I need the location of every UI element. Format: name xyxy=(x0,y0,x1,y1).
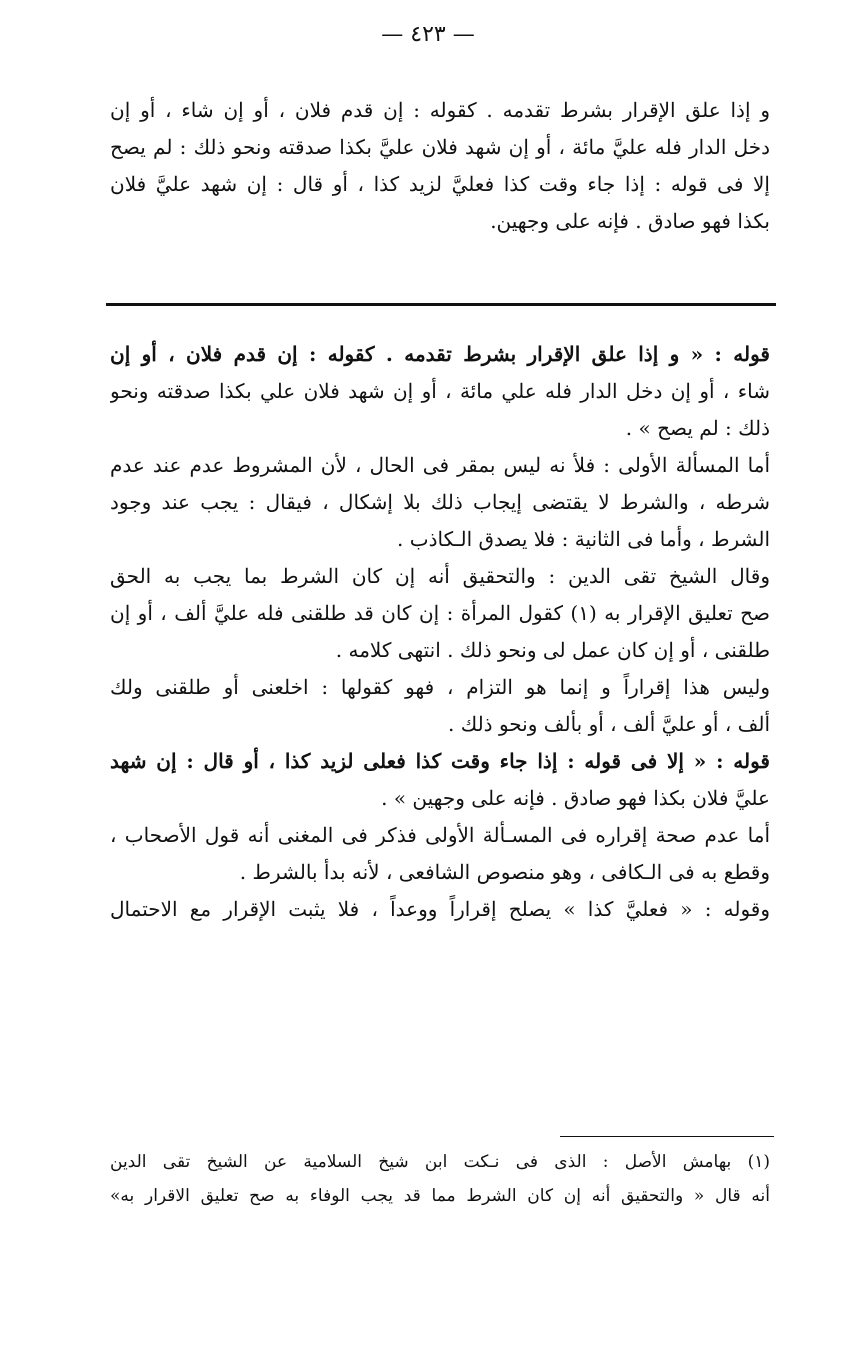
footnote xyxy=(110,1145,770,1213)
commentary-line: شاء ، أو إن دخل الدار فله علي مائة ، أو إن شهد فلان علي بكذا صدقته ونحو xyxy=(110,379,770,403)
commentary-text xyxy=(110,336,770,928)
main-text-line: دخل الدار فله عليَّ مائة ، أو إن شهد فلان عليَّ بكذا صدقته ونحو ذلك : لم يصح xyxy=(110,135,770,159)
page-number: — ٤٢٣ — xyxy=(381,22,475,47)
commentary-line: عليَّ فلان بكذا فهو صادق . فإنه على وجهين » . xyxy=(381,786,770,810)
commentary-line: وقال الشيخ تقى الدين : والتحقيق أنه إن كان الشرط بما يجب به الحق xyxy=(110,564,770,588)
commentary-line: وليس هذا إقراراً و إنما هو التزام ، فهو كقولها : اخلعنى أو طلقنى ولك xyxy=(110,675,770,699)
commentary-line: ذلك : لم يصح » . xyxy=(625,416,770,440)
commentary-line: قوله : « إلا فى قوله : إذا جاء وقت كذا فعلى لزيد كذا ، أو قال : إن شهد xyxy=(110,749,770,773)
main-text-line: إلا فى قوله : إذا جاء وقت كذا فعليَّ لزيد كذا ، أو قال : إن شهد عليَّ فلان xyxy=(110,172,770,196)
commentary-line: وقوله : « فعليَّ كذا » يصلح إقراراً ووعداً ، فلا يثبت الإقرار مع الاحتمال xyxy=(110,897,770,921)
commentary-line: أما المسألة الأولى : فلأ نه ليس بمقر فى الحال ، لأن المشروط عدم عند عدم xyxy=(110,453,770,477)
footnote-line: أنه قال « والتحقيق أنه إن كان الشرط مما قد يجب الوفاء به صح تعليق الاقرار به» xyxy=(110,1186,770,1206)
main-text-line: بكذا فهو صادق . فإنه على وجهين. xyxy=(490,209,770,233)
commentary-line: ألف ، أو عليَّ ألف ، أو بألف ونحو ذلك . xyxy=(448,712,770,736)
footnote-divider xyxy=(560,1136,774,1137)
main-text-line: و إذا علق الإقرار بشرط تقدمه . كقوله : إن قدم فلان ، أو إن شاء ، أو إن xyxy=(110,98,770,122)
commentary-line: طلقنى ، أو إن كان عمل لى ونحو ذلك . انتهى كلامه . xyxy=(335,638,770,662)
commentary-line: الشرط ، وأما فى الثانية : فلا يصدق الـكاذب . xyxy=(397,527,770,551)
footnote-line: (١) بهامش الأصل : الذى فى نـكت ابن شيخ السلامية عن الشيخ تقى الدين xyxy=(110,1152,770,1172)
commentary-line: أما عدم صحة إقراره فى المسـألة الأولى فذكر فى المغنى أنه قول الأصحاب ، xyxy=(110,823,770,847)
commentary-line: وقطع به فى الـكافى ، وهو منصوص الشافعى ، لأنه بدأ بالشرط . xyxy=(239,860,770,884)
commentary-line: قوله : « و إذا علق الإقرار بشرط تقدمه . كقوله : إن قدم فلان ، أو إن xyxy=(110,342,770,366)
section-divider xyxy=(106,303,776,306)
main-text xyxy=(110,92,770,240)
commentary-line: شرطه ، والشرط لا يقتضى إيجاب ذلك بلا إشكال ، فيقال : يجب عند وجود xyxy=(110,490,770,514)
commentary-line: صح تعليق الإقرار به (١) كقول المرأة : إن كان قد طلقنى فله عليَّ ألف ، أو إن xyxy=(110,601,770,625)
